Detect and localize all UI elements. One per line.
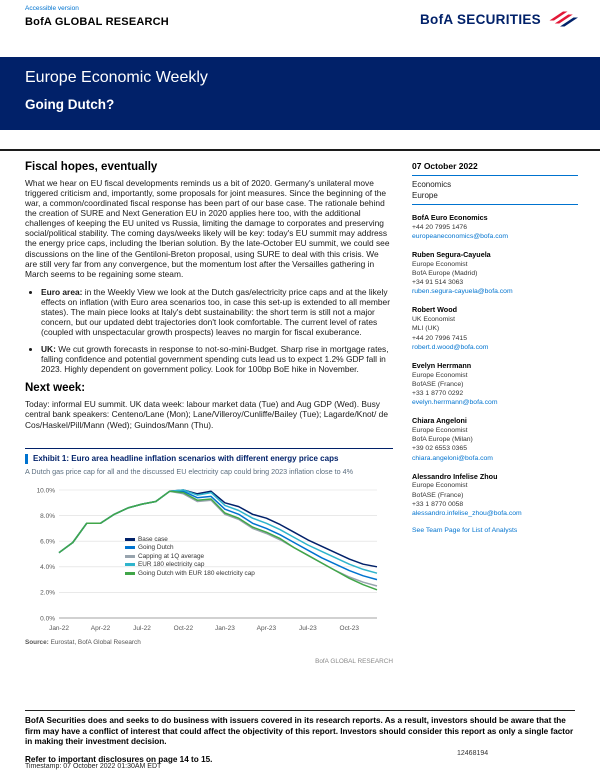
svg-text:Jul-22: Jul-22: [133, 624, 151, 632]
contact-org: BofASE (France): [412, 380, 464, 388]
exhibit-title: Exhibit 1: Euro area headline inflation scenarios with different energy price caps: [33, 453, 339, 463]
legend-swatch: [125, 555, 135, 558]
brand-title: BofA GLOBAL RESEARCH: [25, 16, 169, 28]
contact-card: [412, 213, 578, 241]
legend-item: [125, 570, 255, 577]
legend-label: Base case: [138, 535, 168, 543]
exhibit-1: [25, 448, 393, 665]
timestamp: Timestamp: 07 October 2022 01:30AM EDT: [25, 763, 162, 770]
legend-swatch: [125, 563, 135, 566]
report-date: 07 October 2022: [412, 161, 478, 171]
refer-row: [25, 749, 575, 764]
logo-text: BofA SECURITIES: [419, 11, 541, 27]
svg-text:8.0%: 8.0%: [40, 512, 55, 520]
contact-phone: +34 91 514 3063: [412, 279, 464, 287]
svg-text:10.0%: 10.0%: [36, 486, 55, 494]
report-headline: Going Dutch?: [25, 97, 115, 112]
legend-swatch: [125, 572, 135, 575]
contact-card: [412, 472, 578, 518]
legend-swatch: [125, 538, 135, 541]
legend-item: [125, 536, 255, 543]
contact-email-link[interactable]: evelyn.herrmann@bofa.com: [412, 399, 498, 407]
contact-name: Ruben Segura-Cayuela: [412, 250, 491, 260]
source-label: Source:: [25, 638, 49, 646]
bofa-flag-icon: [546, 10, 580, 28]
contact-card: [412, 361, 578, 407]
accessible-version-link[interactable]: Accessible version: [25, 5, 79, 12]
contact-name: Evelyn Herrmann: [412, 360, 472, 370]
refer-disclosures: Refer to important disclosures on page 14 to 15.: [25, 755, 213, 764]
contact-role: UK Economist: [412, 316, 456, 324]
inflation-scenarios-chart: [25, 482, 390, 637]
legend-label: Going Dutch with EUR 180 electricity cap: [138, 569, 255, 577]
svg-text:Oct-22: Oct-22: [173, 624, 194, 632]
sidebar-divider: [412, 175, 578, 176]
contact-name: Chiara Angeloni: [412, 416, 467, 426]
contact-org: BofA Europe (Madrid): [412, 269, 478, 277]
title-banner: [0, 57, 600, 130]
contact-org: MLI (UK): [412, 325, 440, 333]
contact-phone: +44 20 7995 1476: [412, 223, 467, 231]
svg-text:Apr-22: Apr-22: [90, 624, 111, 632]
legend-swatch: [125, 546, 135, 549]
contact-phone: +33 1 8770 0058: [412, 500, 464, 508]
footer-divider: [25, 710, 575, 711]
svg-text:4.0%: 4.0%: [40, 563, 55, 571]
bullet-euro-area-lead: Euro area:: [41, 286, 83, 297]
contact-card: [412, 416, 578, 462]
contact-card: [412, 305, 578, 351]
legend-item: [125, 553, 255, 560]
contact-role: Europe Economist: [412, 427, 468, 434]
legend-label: Going Dutch: [138, 544, 174, 552]
svg-text:6.0%: 6.0%: [40, 538, 55, 546]
svg-text:Jan-22: Jan-22: [49, 624, 69, 632]
contact-org: BofA Europe (Milan): [412, 436, 473, 444]
exhibit-accent-bar: [25, 454, 28, 464]
category-economics: Economics: [412, 180, 452, 189]
section-heading: Fiscal hopes, eventually: [25, 161, 158, 173]
contact-email-link[interactable]: ruben.segura-cayuela@bofa.com: [412, 288, 513, 296]
legend-label: Capping at 1Q average: [138, 552, 205, 560]
svg-text:Oct-23: Oct-23: [339, 624, 360, 632]
contact-role: Europe Economist: [412, 371, 468, 379]
bofa-securities-logo: [420, 10, 580, 28]
research-watermark: BofA GLOBAL RESEARCH: [315, 657, 393, 665]
lead-paragraph: What we hear on EU fiscal developments reminds us a bit of 2020. Germany's unilateral move triggered criticism and, importantly, some proposals for joint measures. Since the beginning of the war, a common/coordinated fiscal response has been part of our base case. The rationale behind the creation of SURE and Next Generation EU in 2020 applies here too, with the additional challenges of keeping the EU united vs Russia, limiting the damage to corporates and preserving social/political stability. The coming days/weeks likely will be key: today's EU summit may address the energy price caps, including the Iberian solution. By the late-October EU summit, we could see discussions on the line of the Gentiloni-Breton proposal, using SURE to deal with this crisis. We are still very far from any convergence, but the momentum lost after the Versailles gathering in March seems to be regaining some steam.: [25, 178, 390, 279]
category-region: Europe: [412, 191, 438, 200]
contact-email-link[interactable]: europeaneconomics@bofa.com: [412, 232, 509, 240]
footer: [25, 710, 575, 770]
contact-email-link[interactable]: alessandro.infelise_zhou@bofa.com: [412, 509, 522, 517]
legend-item: [125, 561, 255, 568]
bullet-uk-text: We cut growth forecasts in response to not-so-mini-Budget. Sharp rise in mortgage rates, falling confidence and potential government spending cuts lead us to expect 1.2% GDP fall in 2023. Highly dependent on government policy. Look for 100bp BoE hike in November.: [41, 344, 389, 375]
contact-phone: +33 1 8770 0292: [412, 389, 464, 397]
contact-name: Alessandro Infelise Zhou: [412, 471, 498, 481]
next-week-paragraph: Today: informal EU summit. UK data week: labour market data (Tue) and Aug GDP (Wed). Busy central bank speakers: Centeno/Lane (Mon); Lane/Villeroy/Cunliffe/Bailey (Tue); Lagarde/Knot/ de Cos/Haskel/Pill/Mann (Wed); Guindos/Mann (Thu).: [25, 399, 388, 430]
team-page-link[interactable]: See Team Page for List of Analysts: [412, 527, 518, 535]
chart-source: [25, 639, 393, 646]
contact-role: Europe Economist: [412, 260, 468, 268]
contact-role: Europe Economist: [412, 482, 468, 490]
svg-text:0.0%: 0.0%: [40, 614, 55, 622]
bullet-uk-lead: UK:: [41, 344, 56, 355]
legend-item: [125, 544, 255, 551]
disclosure-text: BofA Securities does and seeks to do business with issuers covered in its research reports. As a result, investors should be aware that the firm may have a conflict of interest that could affect the objectivity of this report. Investors should consider this report as only a single factor in making their investment decision.: [25, 716, 574, 746]
contact-email-link[interactable]: robert.d.wood@bofa.com: [412, 343, 489, 351]
header-divider: [0, 149, 600, 151]
sidebar-contacts: [412, 213, 578, 518]
contact-org: BofASE (France): [412, 491, 464, 499]
summary-bullets: [25, 287, 393, 375]
svg-text:Jan-23: Jan-23: [214, 624, 235, 632]
contact-email-link[interactable]: chiara.angeloni@bofa.com: [412, 454, 493, 462]
legend-label: EUR 180 electricity cap: [138, 561, 205, 569]
bullet-euro-area-text: in the Weekly View we look at the Dutch gas/electricity price caps and at the likely effects on inflation (with Euro area scenarios too, in case this set-up is extended to all member states). The main piece looks at Italy's debt sustainability: the short term is still not a major concern, but our updated debt trajectories don't look comfortable. The current level of rates (coupled with unspectacular growth prospects) leaves no margin for fiscal exuberance.: [41, 286, 390, 338]
sidebar-divider: [412, 204, 578, 205]
sidebar: [412, 161, 578, 534]
contact-phone: +44 20 7996 7415: [412, 334, 467, 342]
source-text: Eurostat, BofA Global Research: [50, 638, 141, 646]
main-column: [25, 161, 393, 665]
svg-text:Jul-23: Jul-23: [299, 624, 317, 632]
contact-card: [412, 250, 578, 296]
document-id: 12468194: [457, 750, 489, 757]
exhibit-subtitle: A Dutch gas price cap for all and the discussed EU electricity cap could bring 2023 inflation close to 4%: [25, 466, 354, 476]
report-series-title: Europe Economic Weekly: [25, 69, 208, 86]
next-week-heading: Next week:: [25, 382, 86, 395]
svg-text:Apr-23: Apr-23: [256, 624, 277, 632]
chart-legend: [125, 536, 255, 577]
bullet-euro-area: [41, 287, 393, 337]
bullet-uk: [41, 344, 393, 374]
svg-text:2.0%: 2.0%: [40, 589, 55, 597]
contact-name: Robert Wood: [412, 305, 457, 315]
contact-phone: +39 02 6553 0365: [412, 445, 467, 453]
contact-name: BofA Euro Economics: [412, 213, 488, 222]
